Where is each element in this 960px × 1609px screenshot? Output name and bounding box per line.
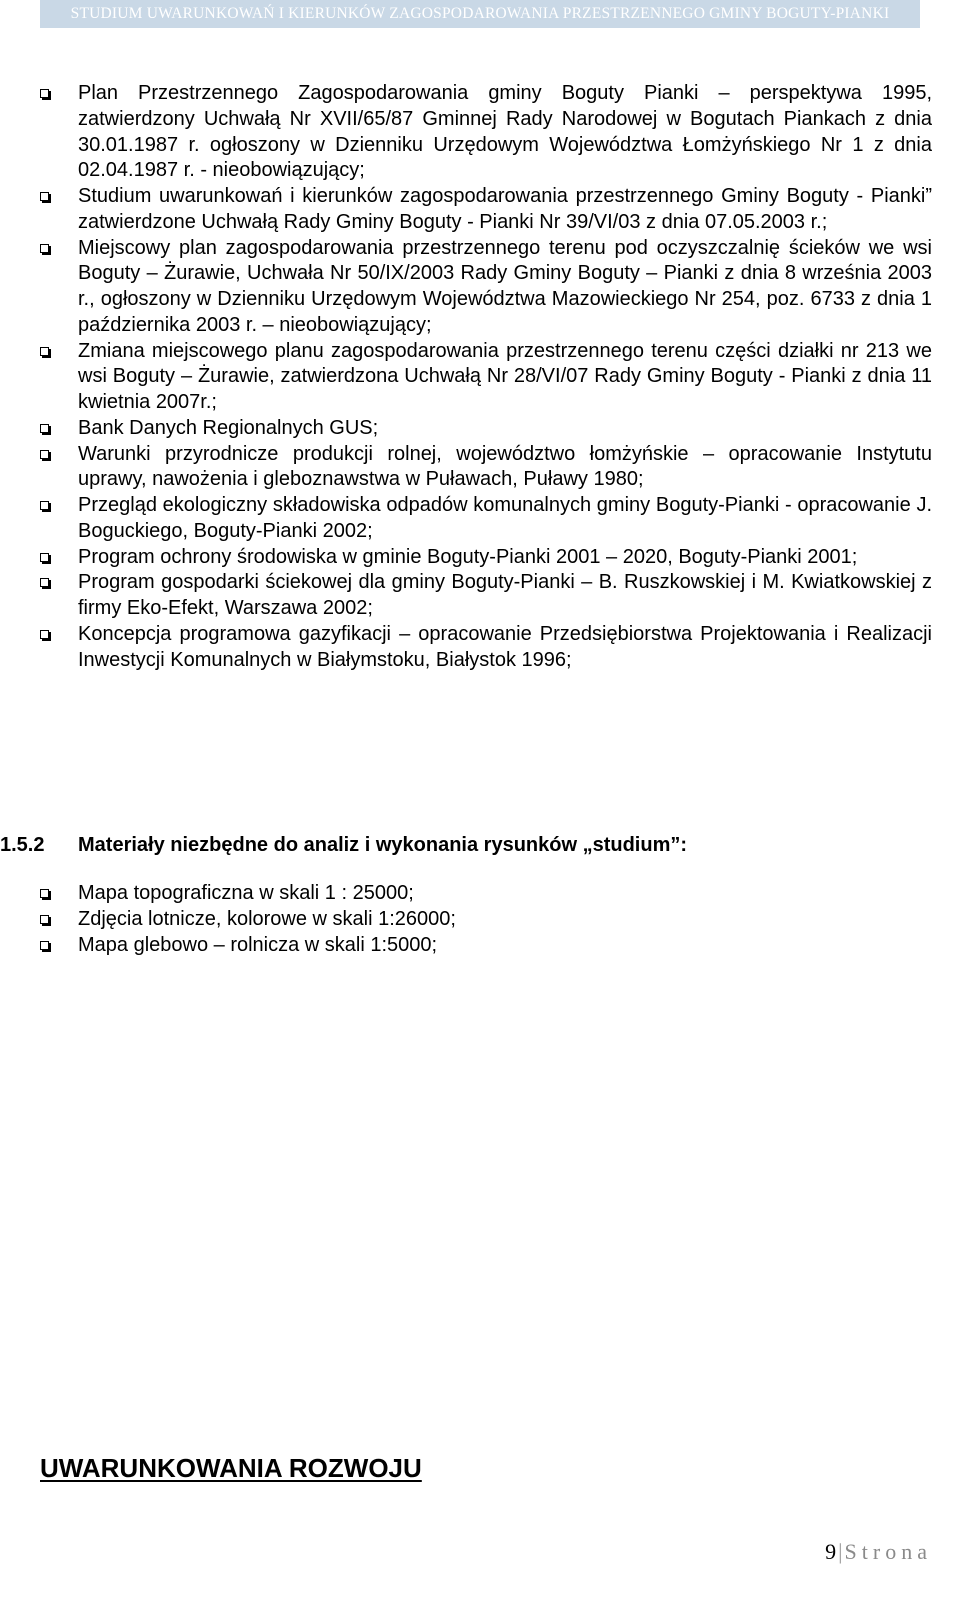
list-item — [40, 416, 932, 442]
checkbox-bullet-icon — [40, 630, 49, 639]
chapter-heading: UWARUNKOWANIA ROZWOJU — [40, 1453, 422, 1483]
page-separator: | — [838, 1539, 843, 1564]
checkbox-bullet-icon — [40, 244, 49, 253]
list-item-text: Zmiana miejscowego planu zagospodarowania przestrzennego terenu części działki nr 213 we wsi Boguty – Żurawie, zatwierdzona Uchwałą Nr 28/VI/07 Rady Gminy Boguty - Pianki z dnia 11 kwietnia 2007r.; — [78, 339, 932, 413]
page-number: 9 — [825, 1539, 837, 1564]
checkbox-bullet-icon — [40, 450, 49, 459]
list-item — [40, 907, 932, 933]
checkbox-bullet-icon — [40, 89, 49, 98]
section-title: Materiały niezbędne do analiz i wykonania rysunków „studium”: — [78, 834, 688, 856]
checkbox-bullet-icon — [40, 192, 49, 201]
list-item-text: Program gospodarki ściekowej dla gminy Boguty-Pianki – B. Ruszkowskiej i M. Kwiatkowskiej z firmy Eko-Efekt, Warszawa 2002; — [78, 571, 932, 619]
list-item — [40, 339, 932, 416]
running-header — [40, 0, 920, 28]
page-footer — [825, 1538, 932, 1566]
list-item — [40, 881, 932, 907]
checkbox-bullet-icon — [40, 424, 49, 433]
list-item-text: Bank Danych Regionalnych GUS; — [78, 416, 379, 439]
list-item — [40, 442, 932, 494]
checkbox-bullet-icon — [40, 553, 49, 562]
list-item-text: Koncepcja programowa gazyfikacji – opracowanie Przedsiębiorstwa Projektowania i Realizacji Inwestycji Komunalnych w Białymstoku, Białystok 1996; — [78, 622, 932, 671]
header-title: STUDIUM UWARUNKOWAŃ I KIERUNKÓW ZAGOSPODAROWANIA PRZESTRZENNEGO GMINY BOGUTY-PIANKI — [70, 5, 890, 22]
materials-list — [40, 881, 932, 958]
list-item — [40, 493, 932, 545]
list-item — [40, 236, 932, 339]
list-item-text: Zdjęcia lotnicze, kolorowe w skali 1:26000; — [78, 907, 456, 930]
list-item — [40, 622, 932, 674]
list-item-text: Mapa glebowo – rolnicza w skali 1:5000; — [78, 933, 438, 956]
list-item-text: Program ochrony środowiska w gminie Boguty-Pianki 2001 – 2020, Boguty-Pianki 2001; — [78, 545, 858, 568]
list-item-text: Plan Przestrzennego Zagospodarowania gminy Boguty Pianki – perspektywa 1995, zatwierdzony Uchwałą Nr XVII/65/87 Gminnej Rady Narodowej w Bogutach Piankach z dnia 30.01.1987 r. ogłoszony w Dzienniku Urzędowym Województwa Łomżyńskiego Nr 1 z dnia 02.04.1987 r. - nieobowiązujący; — [78, 82, 932, 182]
list-item-text: Warunki przyrodnicze produkcji rolnej, województwo łomżyńskie – opracowanie Instytutu uprawy, nawożenia i gleboznawstwa w Puławach, Puławy 1980; — [78, 442, 932, 491]
page-label: Strona — [844, 1539, 932, 1564]
list-item-text: Miejscowy plan zagospodarowania przestrzennego terenu pod oczyszczalnię ścieków we wsi Boguty – Żurawie, Uchwała Nr 50/IX/2003 Rady Gminy Boguty – Pianki z dnia 8 września 2003 r., ogłoszony w Dzienniku Urzędowym Województwa Mazowieckiego Nr 254, poz. 6733 z dnia 1 października 2003 r. – nieobowiązujący; — [78, 236, 932, 336]
list-item — [40, 545, 932, 571]
list-item — [40, 933, 932, 959]
list-item-text: Mapa topograficzna w skali 1 : 25000; — [78, 882, 414, 904]
list-item-text: Przegląd ekologiczny składowiska odpadów komunalnych gminy Boguty-Pianki - opracowanie J. Boguckiego, Boguty-Pianki 2002; — [78, 494, 932, 542]
checkbox-bullet-icon — [40, 889, 49, 898]
section-number: 1.5.2 — [0, 834, 45, 856]
list-item-text: Studium uwarunkowań i kierunków zagospodarowania przestrzennego Gminy Boguty - Pianki” zatwierdzone Uchwałą Rady Gminy Boguty - Pianki Nr 39/VI/03 z dnia 07.05.2003 r.; — [78, 185, 932, 233]
sources-list — [40, 81, 932, 673]
list-item — [40, 570, 932, 622]
list-item — [40, 184, 932, 236]
checkbox-bullet-icon — [40, 347, 49, 356]
list-item — [40, 81, 932, 184]
checkbox-bullet-icon — [40, 941, 49, 950]
checkbox-bullet-icon — [40, 501, 49, 510]
checkbox-bullet-icon — [40, 915, 49, 924]
checkbox-bullet-icon — [40, 578, 49, 587]
